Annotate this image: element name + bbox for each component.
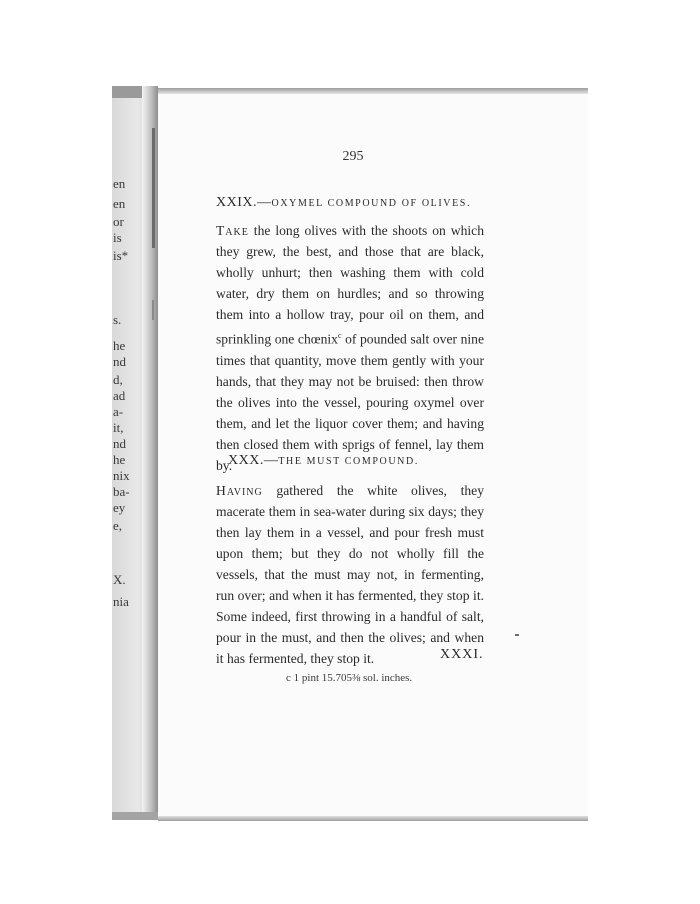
page-bottom-edge <box>158 816 588 821</box>
facing-page-fragment: nd <box>113 354 126 369</box>
section-body-xxx <box>216 480 484 669</box>
ink-speck <box>515 634 519 636</box>
facing-page-fragment: or <box>113 214 124 229</box>
facing-page-fragment: en <box>113 196 126 211</box>
section-body-xxix <box>216 220 484 476</box>
paragraph-text: the long olives with the shoots on which they grew, the best, and those that are black, wholly unhurt; then washing them with cold water, dry them on hurdles; and so throwing them into a hollow tray, pour oil on them, and sprinkling one chœnix <box>216 223 484 347</box>
section-title: OXYMEL COMPOUND OF OLIVES. <box>271 198 472 209</box>
facing-page-fragment: ba- <box>113 484 130 499</box>
page-number: 295 <box>342 149 364 164</box>
paragraph-text: gathered the white olives, they macerate them in sea-water during six days; they then lay them in a vessel, and pour fresh must upon them; but they do not wholly fill the vessels, that the must may not, in fermenting, run over; and when it has fermented, they stop it. Some indeed, first throwing in a handful of salt, pour in the must, and then the olives; and when it has fermented, they stop it. <box>216 483 484 666</box>
section-number: XXIX.— <box>216 195 272 210</box>
drop-word: Take <box>216 223 249 238</box>
facing-page-fragment: d, <box>113 372 123 387</box>
facing-page-fragment: e, <box>113 518 123 533</box>
catchword: XXXI. <box>440 647 484 662</box>
facing-page-fragment: he <box>113 338 126 353</box>
section-title: THE MUST COMPOUND. <box>278 456 419 467</box>
facing-page-fragment: he <box>113 452 126 467</box>
facing-page-fragment: ey <box>113 500 126 515</box>
facing-page-fragment: is <box>113 230 122 245</box>
facing-page-fragment: s. <box>113 312 122 327</box>
footnote-marker: c <box>337 331 342 340</box>
section-heading-xxx <box>228 452 419 469</box>
drop-word: Having <box>216 483 263 498</box>
section-number: XXX.— <box>228 453 279 468</box>
section-heading-xxix <box>216 194 471 211</box>
binding-mark-small <box>152 300 154 320</box>
facing-page-fragment: a- <box>113 404 124 419</box>
binding-mark <box>152 128 155 248</box>
strip-bottom-band <box>112 812 158 820</box>
paragraph-text-continued: of pounded salt over nine times that quantity, move them gently with your hands, that they may not be bruised: then throw the olives into the vessel, pouring oxymel over them, and let the liquor cover them; and having then closed them with sprigs of fennel, lay them by. <box>216 331 484 473</box>
facing-page-fragment: nix <box>113 468 130 483</box>
gutter-fold <box>142 86 158 820</box>
facing-page-fragment: nia <box>113 594 129 609</box>
facing-page-fragment: ad <box>113 388 126 403</box>
footnote: c 1 pint 15.705⅜ sol. inches. <box>286 672 413 684</box>
facing-page-fragment: X. <box>113 572 126 587</box>
facing-page-fragment: nd <box>113 436 126 451</box>
facing-page-fragment: it, <box>113 420 124 435</box>
facing-page-fragment: is* <box>113 248 129 263</box>
facing-page-fragment: en <box>113 176 126 191</box>
